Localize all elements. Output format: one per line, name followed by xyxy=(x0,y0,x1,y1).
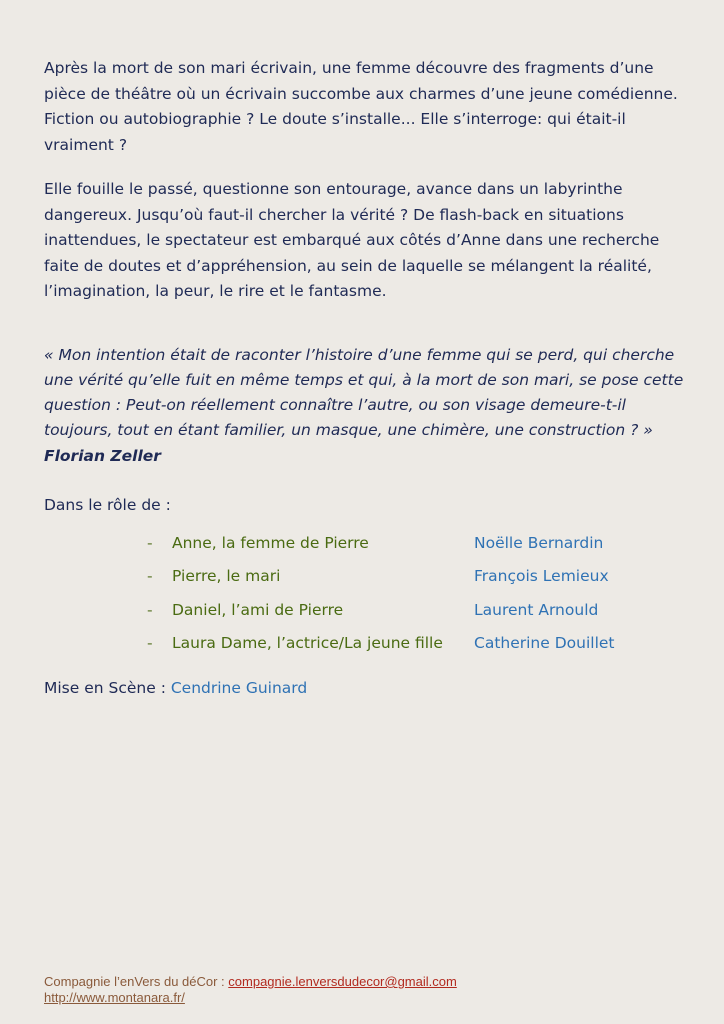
cast-actor: François Lemieux xyxy=(474,567,609,586)
synopsis-paragraph: Elle fouille le passé, questionne son entourage, avance dans un labyrinthe dangereux. Jusqu’où faut-il chercher la vérité ? De flash-back en situations inattendues, le spectateur est embarqué aux côtés d’Anne dans une recherche faite de doutes et d’appréhension, au sein de laquelle se mélangent la réalité, l’imagination, la peur, le rire et le fantasme. xyxy=(44,180,660,300)
cast-role: Anne, la femme de Pierre xyxy=(172,533,369,552)
website-link[interactable]: http://www.montanara.fr/ xyxy=(44,989,185,1005)
cast-actor: Laurent Arnould xyxy=(474,600,599,619)
cast-list xyxy=(44,527,684,661)
cast-actor: Noëlle Bernardin xyxy=(474,533,604,552)
list-dash: - xyxy=(147,634,153,653)
director-name: Cendrine Guinard xyxy=(170,678,308,697)
director-quote: « Mon intention était de raconter l’histoire d’une femme qui se perd, qui cherche une vérité qu’elle fuit en même temps et qui, à la mort de son mari, se pose cette question : Peut-on réellement connaître l’autre, ou son visage demeure-t-il toujours, tout en étant familier, un masque, une chimère, une construction ? » xyxy=(44,345,684,440)
synopsis-paragraph: Après la mort de son mari écrivain, une femme découvre des fragments d’une pièce de théâtre où un écrivain succombe aux charmes d’une jeune comédienne. Fiction ou autobiographie ? Le doute s’installe... Elle s’interroge: qui était-il vraiment ? xyxy=(44,59,678,154)
company-name: Compagnie l’enVers du déCor : xyxy=(44,974,229,989)
list-dash: - xyxy=(147,567,153,586)
cast-row xyxy=(44,560,684,594)
direction-label: Mise en Scène : xyxy=(44,678,171,697)
cast-role: Daniel, l’ami de Pierre xyxy=(172,600,344,619)
cast-row xyxy=(44,627,684,661)
page-footer xyxy=(44,974,457,1005)
cast-row xyxy=(44,594,684,628)
list-dash: - xyxy=(147,600,153,619)
cast-row xyxy=(44,527,684,561)
cast-actor: Catherine Douillet xyxy=(474,634,615,653)
cast-role: Pierre, le mari xyxy=(172,567,281,586)
document-body xyxy=(44,56,684,701)
footer-contact-line xyxy=(44,974,457,990)
quote-author: Florian Zeller xyxy=(44,446,161,465)
direction-line xyxy=(44,676,684,702)
list-dash: - xyxy=(147,533,153,552)
footer-website-line xyxy=(44,990,457,1006)
cast-role: Laura Dame, l’actrice/La jeune fille xyxy=(172,634,443,653)
email-link[interactable]: compagnie.lenversdudecor@gmail.com xyxy=(228,974,457,989)
cast-intro: Dans le rôle de : xyxy=(44,496,171,515)
